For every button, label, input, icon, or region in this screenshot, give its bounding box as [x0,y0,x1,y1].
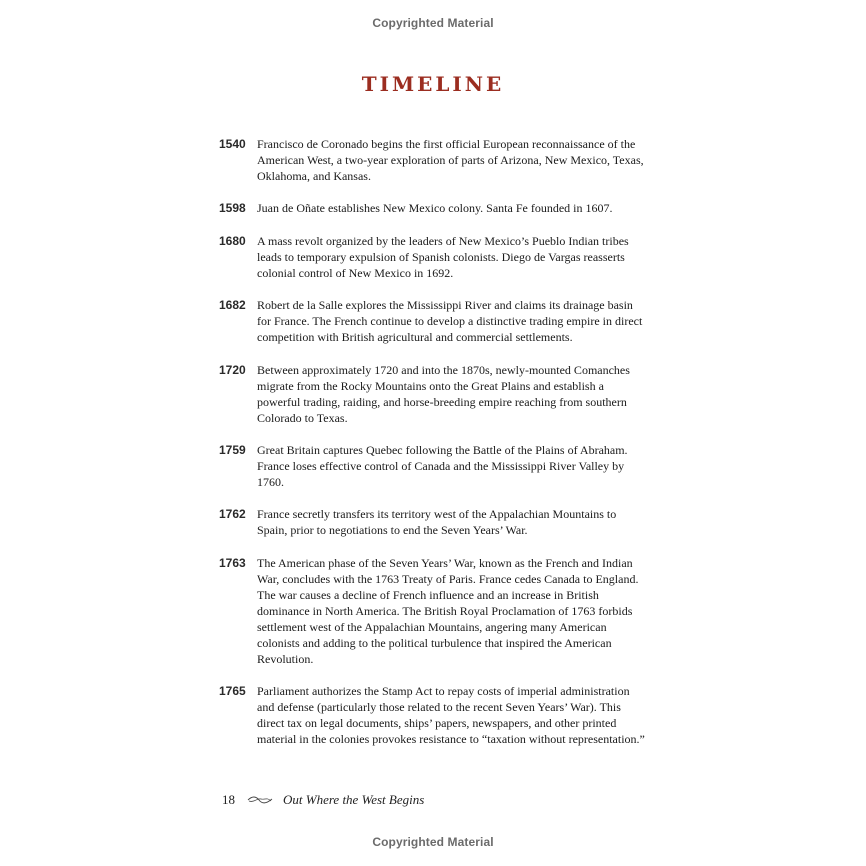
running-book-title: Out Where the West Begins [283,792,425,807]
entry-year: 1720 [219,363,246,377]
entry-text: Parliament authorizes the Stamp Act to repay costs of imperial administration and defense (particularly those related to the recent Seven Years’ War). This direct tax on legal documents, ships’ papers, newspapers, and other printed material in the colonies provokes resistance to “taxation without representation.” [257,684,645,746]
entry-text: Francisco de Coronado begins the first official European reconnaissance of the American West, a two-year exploration of parts of Arizona, New Mexico, Texas, Oklahoma, and Kansas. [257,137,644,183]
timeline-list [219,136,651,747]
page-title: TIMELINE [361,72,505,96]
entry-text: A mass revolt organized by the leaders of New Mexico’s Pueblo Indian tribes leads to temporary expulsion of Spanish colonists. Diego de Vargas reasserts colonial control of New Mexico in 1692. [257,234,629,280]
copyright-watermark-top: Copyrighted Material [372,16,494,30]
flourish-icon [247,795,273,805]
timeline-entry [219,297,651,345]
copyright-watermark-bottom: Copyrighted Material [372,835,494,849]
timeline-entry [219,233,651,281]
timeline-entry [219,506,651,538]
timeline-entry [219,200,651,216]
entry-text: Between approximately 1720 and into the 1870s, newly-mounted Comanches migrate from the Rocky Mountains onto the Great Plains and establish a powerful trading, raiding, and horse-breeding empire reaching from southern Colorado to Texas. [257,363,630,425]
entry-year: 1682 [219,298,246,312]
timeline-entry [219,136,651,184]
entry-year: 1540 [219,137,246,151]
entry-year: 1762 [219,507,246,521]
page-footer [222,791,424,809]
entry-year: 1765 [219,684,246,698]
timeline-entry [219,442,651,490]
entry-year: 1759 [219,443,246,457]
entry-text: Robert de la Salle explores the Mississippi River and claims its drainage basin for France. The French continue to develop a distinctive trading empire in direct competition with British agricultural and commercial settlements. [257,298,643,344]
entry-text: The American phase of the Seven Years’ War, known as the French and Indian War, concludes with the 1763 Treaty of Paris. France cedes Canada to England. The war causes a decline of French influence and an increase in British dominance in North America. The British Royal Proclamation of 1763 forbids settlement west of the Appalachian Mountains, angering many American colonists and adding to the political turbulence that inspired the American Revolution. [257,556,639,666]
timeline-entry [219,683,651,747]
page-number: 18 [222,792,235,807]
entry-text: Great Britain captures Quebec following the Battle of the Plains of Abraham. France loses effective control of Canada and the Mississippi River Valley by 1760. [257,443,628,489]
timeline-entry [219,555,651,667]
entry-year: 1598 [219,201,246,215]
entry-year: 1680 [219,234,246,248]
timeline-entry [219,362,651,426]
entry-year: 1763 [219,556,246,570]
entry-text: France secretly transfers its territory west of the Appalachian Mountains to Spain, prior to negotiations to end the Seven Years’ War. [257,507,617,537]
entry-text: Juan de Oñate establishes New Mexico colony. Santa Fe founded in 1607. [257,201,613,215]
